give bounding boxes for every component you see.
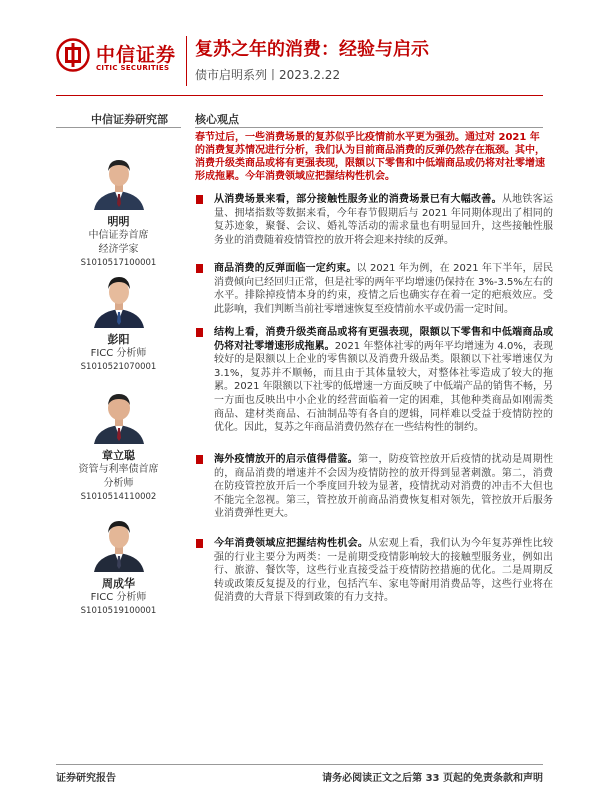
footer-disclaimer-note: 请务必阅读正文之后第 33 页起的免责条款和声明 bbox=[322, 773, 543, 784]
analyst-name: 周成华 bbox=[102, 577, 135, 590]
footer-report-type: 证券研究报告 bbox=[56, 773, 116, 784]
analyst-title: FICC 分析师 bbox=[90, 592, 147, 603]
analyst-license-id: S1010519100001 bbox=[80, 606, 157, 616]
key-point-body: 2021 年整体社零的两年平均增速为 4.0%，表现较好的是限额以上企业的零售额以及消费升级品类。限额以下社零增速仅为 3.1%，复苏并不顺畅，而且由于其体量较大，对整体社零造成了较大的拖累。2021 年限额以下社零的低增速一方面反映了中低端产品的销售不畅，另一方面也反映出中小企业的经营面临着一定的困难，其他种类商品如刚需类商品、建材类商品、石油制品等有各自的逻辑，同样难以受益于疫情防控的优化。因此，复苏之年商品消费仍然存在一些结构性的制约。 bbox=[214, 340, 553, 434]
analyst-title: 资管与利率债首席 bbox=[78, 464, 159, 475]
key-point bbox=[195, 326, 553, 435]
analyst-card bbox=[56, 150, 181, 270]
analyst-photo bbox=[89, 268, 149, 328]
analyst-title: 中信证券首席 bbox=[88, 230, 149, 241]
key-point bbox=[195, 262, 553, 316]
citic-logo-icon bbox=[56, 38, 90, 72]
bullet-marker-icon bbox=[196, 455, 203, 464]
bullet-marker-icon bbox=[196, 328, 203, 337]
research-dept-heading: 中信证券研究部 bbox=[91, 113, 168, 126]
header-divider bbox=[186, 36, 187, 86]
key-point-body: 第一，防疫管控放开后疫情的扰动是周期性的，商品消费的增速并不会因为疫情防控的放开得到显著刺激。第二，消费在防疫管控放开后一个季度回升较为显著，疫情扰动对消费的冲击不大但也不能完全忽视。第三，管控放开前商品消费恢复相对领先，管控放开后服务业消费弹性更大。 bbox=[214, 454, 553, 520]
analyst-photo bbox=[89, 512, 149, 572]
right-heading-rule bbox=[195, 127, 543, 128]
key-point-lead: 今年消费领域应把握结构性机会。 bbox=[214, 538, 369, 549]
analyst-title: 经济学家 bbox=[98, 244, 139, 255]
key-point-lead: 海外疫情放开的启示值得借鉴。 bbox=[214, 454, 358, 465]
header-rule bbox=[56, 95, 543, 96]
key-point-body: 从地铁客运量、拥堵指数等数据来看，今年春节假期后与 2021 年同期体现出了相同的复苏迹象，聚餐、会议、婚礼等活动的需求量也有明显回升，这些接触性服务业的消费随着疫情管控的放开将会迎来持续的反弹。 bbox=[214, 194, 553, 246]
bullet-marker-icon bbox=[196, 195, 203, 204]
bullet-marker-icon bbox=[196, 539, 203, 548]
key-point bbox=[195, 453, 553, 521]
bullet-marker-icon bbox=[196, 264, 203, 273]
analyst-license-id: S1010521070001 bbox=[80, 362, 157, 372]
key-point-body: 以 2021 年为例，在 2021 年下半年，居民消费倾向已经回归正常，但是社零的两年平均增速仍保持在 3%-3.5%左右的水平。排除掉疫情本身的约束，疫情之后也确实存在着一定的疤痕效应。受此影响，我们判断当前社零增速恢复至疫情前水平或仍需一定时间。 bbox=[214, 263, 553, 315]
analyst-photo bbox=[89, 384, 149, 444]
analyst-name: 明明 bbox=[107, 215, 130, 228]
key-point bbox=[195, 537, 553, 605]
analyst-title: FICC 分析师 bbox=[90, 348, 147, 359]
analyst-license-id: S1010517100001 bbox=[80, 258, 157, 268]
analyst-name: 章立聪 bbox=[102, 449, 135, 462]
citic-logo bbox=[56, 38, 186, 78]
footer-rule bbox=[56, 764, 543, 765]
left-heading-rule bbox=[56, 127, 181, 128]
report-series-date: 债市启明系列丨2023.2.22 bbox=[195, 68, 341, 82]
analyst-license-id: S1010514110002 bbox=[80, 492, 157, 502]
analyst-card bbox=[56, 268, 181, 374]
analyst-card bbox=[56, 512, 181, 618]
analyst-photo bbox=[89, 150, 149, 210]
key-point-body: 从宏观上看，我们认为今年复苏弹性比较强的行业主要分为两类：一是前期受疫情影响较大的接触型服务业，例如出行、旅游、餐饮等，这些行业直接受益于疫情防控措施的优化。二是周期反转或政策反复提及的行业，包括汽车、家电等耐用消费品等，这些行业将在促消费的大背景下得到政策的有力支持。 bbox=[214, 538, 553, 604]
page-title: 复苏之年的消费：经验与启示 bbox=[195, 39, 429, 60]
key-point bbox=[195, 193, 553, 247]
summary-paragraph: 春节过后，一些消费场景的复苏似乎比疫情前水平更为强劲。通过对 2021 年的消费复苏情况进行分析，我们认为目前商品消费的反弹仍然存在瓶颈。其中，消费升级类商品或将有更强表现，限额以下零售和中低端商品或仍将对社零增速形成拖累。今年消费领域应把握结构性机会。 bbox=[195, 132, 545, 182]
analyst-card bbox=[56, 384, 181, 504]
key-point-lead: 商品消费的反弹面临一定约束。 bbox=[214, 263, 357, 274]
key-point-lead: 从消费场景来看，部分接触性服务业的消费场景已有大幅改善。 bbox=[214, 194, 502, 205]
key-point-lead: 结构上看，消费升级类商品或将有更强表现，限额以下零售和中低端商品或仍将对社零增速形成拖累。 bbox=[214, 327, 553, 352]
analyst-title: 分析师 bbox=[103, 478, 134, 489]
logo-chinese-text: 中信证券 bbox=[96, 44, 177, 66]
core-views-heading: 核心观点 bbox=[195, 113, 239, 126]
logo-english-text: CITIC SECURITIES bbox=[96, 64, 170, 72]
analyst-name: 彭阳 bbox=[107, 333, 130, 346]
